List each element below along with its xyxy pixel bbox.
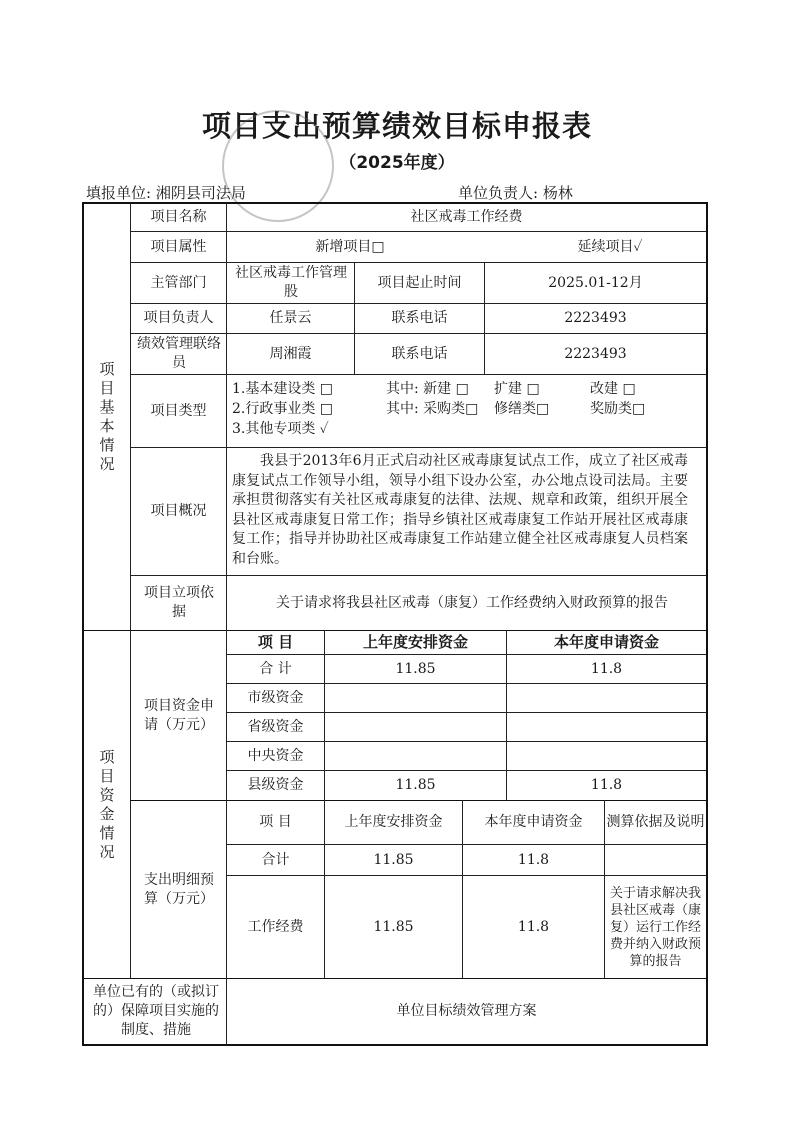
detail-header-this: 本年度申请资金: [484, 814, 583, 830]
apply-row-name: 省级资金: [247, 718, 304, 735]
detail-header-item: 项 目: [259, 814, 292, 830]
detail-row-note: 关于请求解决我县社区戒毒（康复）运行工作经费并纳入财政预算的报告: [609, 885, 701, 969]
form-year: （2025年度）: [339, 153, 455, 173]
apply-row-this: 11.8: [590, 660, 623, 677]
type-option: 修缮类□: [494, 401, 550, 417]
apply-header-item: 项 目: [257, 633, 294, 651]
period-label: 项目起止时间: [377, 274, 462, 291]
project-name-label: 项目名称: [150, 208, 207, 225]
perf-phone-value: 2223493: [564, 345, 627, 362]
detail-header-last: 上年度安排资金: [344, 814, 443, 830]
owner-value: 任景云: [269, 310, 312, 326]
basis-text: 关于请求将我县社区戒毒（康复）工作经费纳入财政预算的报告: [276, 594, 668, 611]
attr-new-option: 新增项目□: [315, 238, 385, 255]
overview-text: 我县于2013年6月正式启动社区戒毒康复试点工作，成立了社区戒毒康复试点工作领导小组，领导小组下设办公室，办公地点设司法局。主要承担贯彻落实有关社区戒毒康复的法律、法规、规章和政策，组织开展全县社区戒毒康复日常工作；指导乡镇社区戒毒康复工作站开展社区戒毒康复工作；指导并协助社区戒毒康复工作站建立健全社区戒毒康复人员档案和台账。: [232, 453, 688, 567]
fill-unit-value: 湘阴县司法局: [155, 184, 246, 202]
perf-contact-value: 周湘霞: [269, 345, 312, 362]
detail-row-this: 11.8: [517, 918, 550, 935]
detail-budget-label: 支出明细预算（万元）: [144, 871, 214, 907]
apply-row-name: 中央资金: [247, 747, 304, 764]
type-option: 1.基本建设类 □: [232, 381, 334, 397]
detail-row-last: 11.85: [373, 918, 414, 935]
apply-row-name: 合 计: [259, 660, 292, 677]
apply-header-this: 本年度申请资金: [553, 633, 659, 651]
detail-header-note: 测算依据及说明: [606, 814, 705, 830]
owner-phone-label: 联系电话: [391, 310, 448, 326]
apply-row-last: 11.85: [395, 660, 436, 677]
type-option: 扩建 □: [494, 381, 540, 397]
apply-row-name: 县级资金: [247, 777, 304, 793]
apply-row-last: 11.85: [395, 777, 436, 793]
system-label: 单位已有的（或拟订的）保障项目实施的制度、措施: [93, 984, 219, 1038]
fill-unit: [86, 182, 246, 203]
attr-continuing-option: 延续项目✓: [577, 238, 643, 255]
overview-label: 项目概况: [150, 503, 207, 519]
fill-unit-label: 填报单位:: [86, 184, 152, 202]
type-option: 其中: 采购类□: [386, 401, 479, 417]
form-title: 项目支出预算绩效目标申报表: [201, 109, 592, 143]
dept-value: 社区戒毒工作管理股: [235, 265, 347, 300]
detail-row-last: 11.85: [373, 851, 414, 868]
type-option: 改建 □: [590, 381, 636, 397]
unit-leader: [458, 182, 573, 203]
project-name-value: 社区戒毒工作经费: [410, 208, 523, 225]
owner-phone-value: 2223493: [564, 310, 627, 326]
project-type-options: [232, 379, 692, 439]
type-option: 3.其他专项类 ✓: [232, 421, 329, 437]
apply-row-this: 11.8: [590, 777, 623, 793]
apply-header-last: 上年度安排资金: [362, 633, 468, 651]
type-option: 2.行政事业类 □: [232, 401, 334, 417]
unit-leader-label: 单位负责人:: [458, 184, 539, 202]
perf-contact-label: 绩效管理联络员: [137, 336, 221, 371]
owner-label: 项目负责人: [143, 310, 214, 326]
detail-row-name: 工作经费: [247, 918, 304, 935]
type-option: 奖励类□: [590, 401, 646, 417]
dept-label: 主管部门: [150, 274, 207, 291]
apply-row-name: 市级资金: [247, 689, 304, 706]
type-option: 其中: 新建 □: [386, 381, 469, 397]
project-type-label: 项目类型: [150, 402, 207, 419]
basis-label: 项目立项依据: [144, 585, 214, 620]
period-value: 2025.01-12月: [548, 274, 643, 291]
basic-section-label: 项 目 基 本 情 况: [99, 360, 115, 473]
system-value: 单位目标绩效管理方案: [396, 1003, 537, 1019]
perf-phone-label: 联系电话: [391, 345, 448, 362]
fund-apply-label: 项目资金申请（万元）: [144, 697, 214, 733]
project-attr-label: 项目属性: [150, 238, 207, 255]
detail-row-name: 合计: [261, 851, 290, 868]
funds-section-label: 项 目 资 金 情 况: [99, 747, 115, 861]
unit-leader-value: 杨林: [542, 184, 573, 202]
detail-row-this: 11.8: [517, 851, 550, 868]
